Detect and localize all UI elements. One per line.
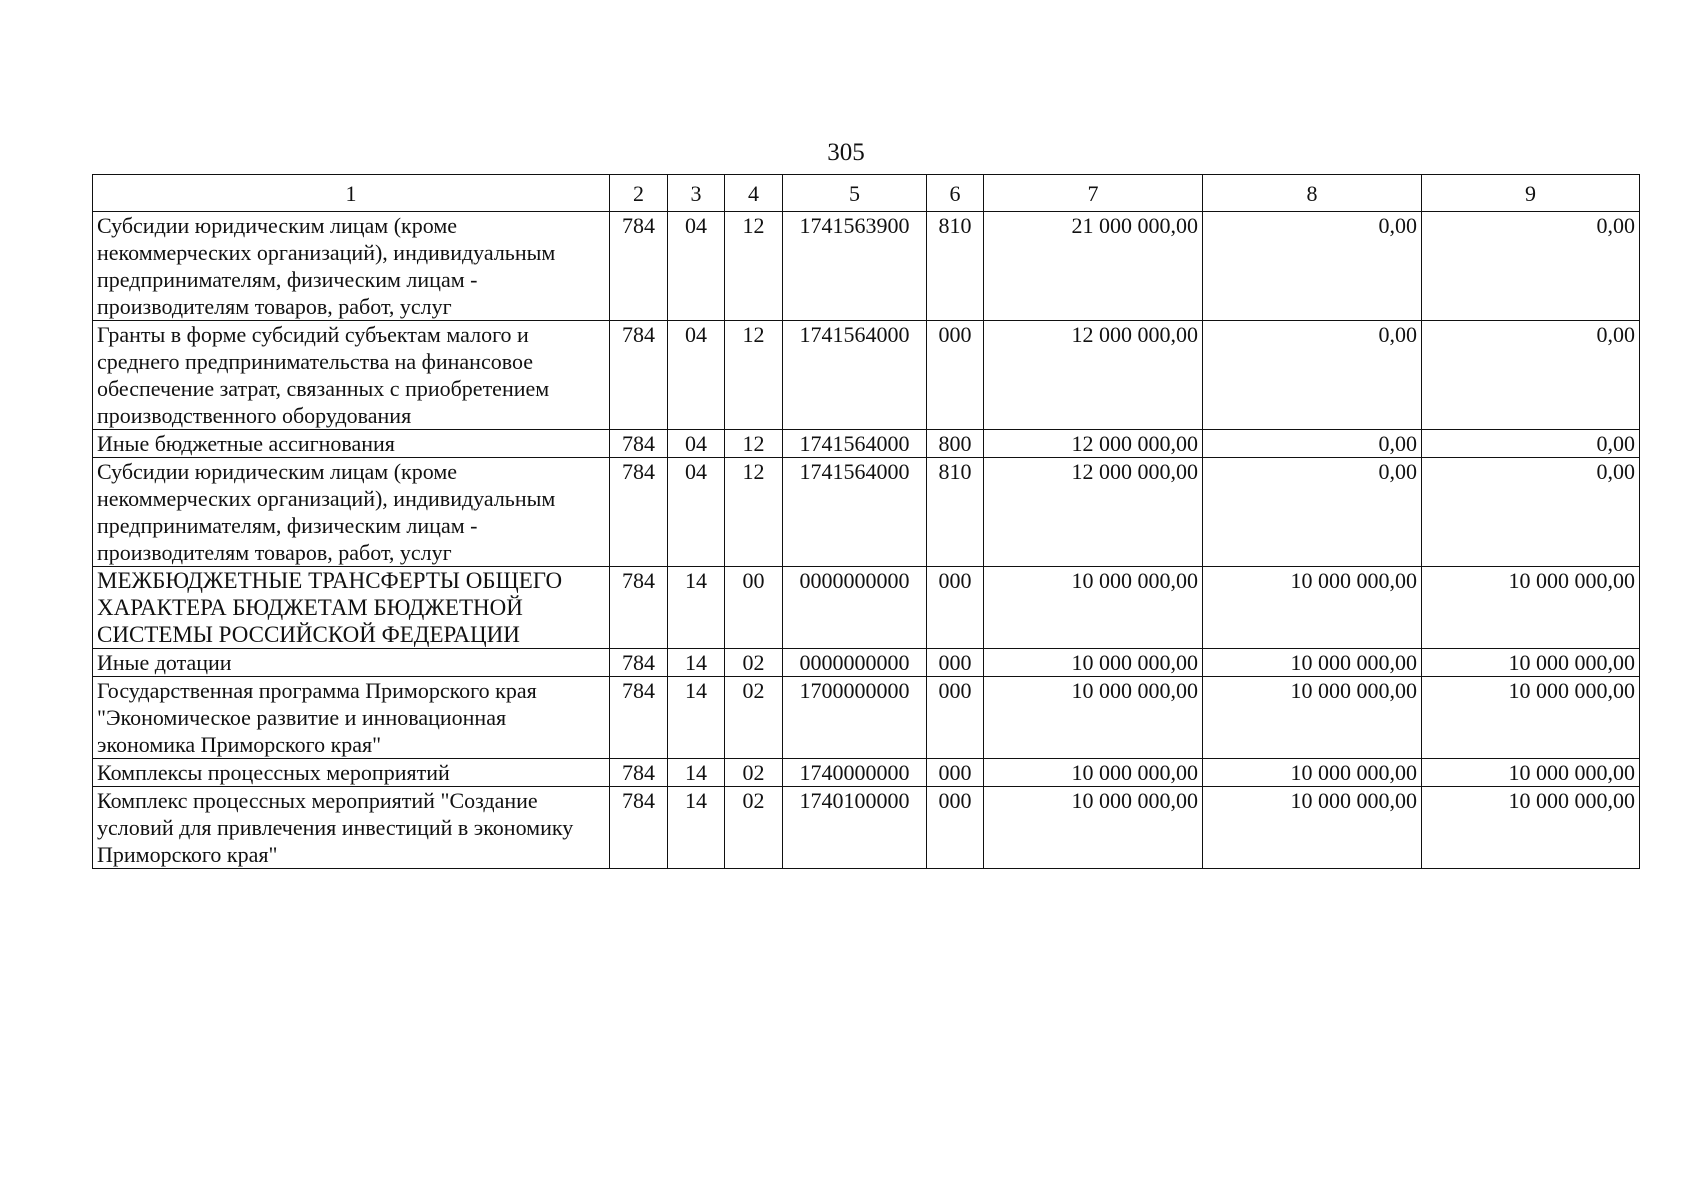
- row-code-2: 784: [610, 567, 668, 649]
- row-code-2: 784: [610, 677, 668, 759]
- row-code-4: 12: [725, 321, 783, 430]
- row-amount-8: 10 000 000,00: [1203, 567, 1422, 649]
- row-code-6: 810: [927, 212, 984, 321]
- row-code-4: 02: [725, 649, 783, 677]
- row-code-2: 784: [610, 430, 668, 458]
- row-description: Иные дотации: [93, 649, 610, 677]
- row-code-5: 1740000000: [783, 759, 927, 787]
- row-amount-9: 10 000 000,00: [1422, 567, 1640, 649]
- row-code-4: 12: [725, 430, 783, 458]
- row-code-3: 04: [668, 458, 725, 567]
- row-code-3: 14: [668, 567, 725, 649]
- row-amount-9: 0,00: [1422, 212, 1640, 321]
- header-col-1: 1: [93, 175, 610, 212]
- row-amount-9: 10 000 000,00: [1422, 677, 1640, 759]
- row-amount-8: 0,00: [1203, 458, 1422, 567]
- row-amount-8: 10 000 000,00: [1203, 649, 1422, 677]
- header-col-5: 5: [783, 175, 927, 212]
- header-col-6: 6: [927, 175, 984, 212]
- page-number: 305: [827, 139, 865, 166]
- header-col-3: 3: [668, 175, 725, 212]
- header-col-2: 2: [610, 175, 668, 212]
- row-code-6: 000: [927, 649, 984, 677]
- row-description: МЕЖБЮДЖЕТНЫЕ ТРАНСФЕРТЫ ОБЩЕГО ХАРАКТЕРА БЮДЖЕТАМ БЮДЖЕТНОЙ СИСТЕМЫ РОССИЙСКОЙ ФЕДЕРАЦИИ: [93, 567, 610, 649]
- row-description: Иные бюджетные ассигнования: [93, 430, 610, 458]
- row-amount-9: 10 000 000,00: [1422, 649, 1640, 677]
- row-amount-8: 0,00: [1203, 212, 1422, 321]
- row-amount-8: 10 000 000,00: [1203, 787, 1422, 869]
- row-code-5: 1741564000: [783, 458, 927, 567]
- row-description: Комплекс процессных мероприятий "Создание условий для привлечения инвестиций в экономику Приморского края": [93, 787, 610, 869]
- row-code-5: 1741564000: [783, 321, 927, 430]
- row-code-2: 784: [610, 458, 668, 567]
- row-amount-7: 12 000 000,00: [984, 430, 1203, 458]
- row-code-3: 04: [668, 321, 725, 430]
- row-code-3: 14: [668, 649, 725, 677]
- row-code-6: 000: [927, 787, 984, 869]
- row-amount-9: 10 000 000,00: [1422, 787, 1640, 869]
- row-amount-8: 10 000 000,00: [1203, 677, 1422, 759]
- row-code-5: 0000000000: [783, 649, 927, 677]
- row-amount-7: 21 000 000,00: [984, 212, 1203, 321]
- row-description: Комплексы процессных мероприятий: [93, 759, 610, 787]
- row-code-6: 000: [927, 321, 984, 430]
- header-col-8: 8: [1203, 175, 1422, 212]
- row-amount-7: 10 000 000,00: [984, 649, 1203, 677]
- row-code-5: 0000000000: [783, 567, 927, 649]
- row-code-2: 784: [610, 649, 668, 677]
- table-row: [93, 458, 1640, 567]
- row-code-3: 14: [668, 759, 725, 787]
- row-code-2: 784: [610, 212, 668, 321]
- row-code-2: 784: [610, 759, 668, 787]
- row-amount-7: 10 000 000,00: [984, 677, 1203, 759]
- row-code-3: 04: [668, 430, 725, 458]
- row-code-4: 02: [725, 677, 783, 759]
- row-code-6: 800: [927, 430, 984, 458]
- row-code-4: 02: [725, 787, 783, 869]
- row-description: Субсидии юридическим лицам (кроме некоммерческих организаций), индивидуальным предпринимателям, физическим лицам - производителям товаров, работ, услуг: [93, 212, 610, 321]
- row-code-4: 12: [725, 212, 783, 321]
- table-row: [93, 759, 1640, 787]
- row-amount-7: 10 000 000,00: [984, 759, 1203, 787]
- table-row: [93, 567, 1640, 649]
- row-code-3: 14: [668, 677, 725, 759]
- row-code-6: 000: [927, 759, 984, 787]
- row-code-2: 784: [610, 787, 668, 869]
- row-code-6: 000: [927, 677, 984, 759]
- row-code-4: 12: [725, 458, 783, 567]
- row-code-5: 1740100000: [783, 787, 927, 869]
- header-col-4: 4: [725, 175, 783, 212]
- row-amount-8: 0,00: [1203, 321, 1422, 430]
- row-code-3: 14: [668, 787, 725, 869]
- table-row: [93, 677, 1640, 759]
- row-amount-7: 12 000 000,00: [984, 458, 1203, 567]
- row-code-6: 000: [927, 567, 984, 649]
- row-code-3: 04: [668, 212, 725, 321]
- row-code-4: 00: [725, 567, 783, 649]
- header-col-9: 9: [1422, 175, 1640, 212]
- row-code-5: 1700000000: [783, 677, 927, 759]
- header-row: [93, 175, 1640, 212]
- row-code-6: 810: [927, 458, 984, 567]
- row-amount-9: 0,00: [1422, 458, 1640, 567]
- table-row: [93, 212, 1640, 321]
- row-amount-8: 10 000 000,00: [1203, 759, 1422, 787]
- row-amount-8: 0,00: [1203, 430, 1422, 458]
- row-amount-7: 10 000 000,00: [984, 787, 1203, 869]
- table-row: [93, 787, 1640, 869]
- table-row: [93, 321, 1640, 430]
- row-amount-9: 0,00: [1422, 321, 1640, 430]
- table-row: [93, 430, 1640, 458]
- row-description: Субсидии юридическим лицам (кроме некоммерческих организаций), индивидуальным предпринимателям, физическим лицам - производителям товаров, работ, услуг: [93, 458, 610, 567]
- row-code-5: 1741564000: [783, 430, 927, 458]
- table-row: [93, 649, 1640, 677]
- row-code-4: 02: [725, 759, 783, 787]
- row-amount-7: 10 000 000,00: [984, 567, 1203, 649]
- budget-table: [92, 174, 1640, 869]
- row-amount-9: 10 000 000,00: [1422, 759, 1640, 787]
- header-col-7: 7: [984, 175, 1203, 212]
- row-amount-7: 12 000 000,00: [984, 321, 1203, 430]
- row-description: Государственная программа Приморского края "Экономическое развитие и инновационная экономика Приморского края": [93, 677, 610, 759]
- row-amount-9: 0,00: [1422, 430, 1640, 458]
- row-description: Гранты в форме субсидий субъектам малого и среднего предпринимательства на финансовое обеспечение затрат, связанных с приобретением производственного оборудования: [93, 321, 610, 430]
- row-code-5: 1741563900: [783, 212, 927, 321]
- row-code-2: 784: [610, 321, 668, 430]
